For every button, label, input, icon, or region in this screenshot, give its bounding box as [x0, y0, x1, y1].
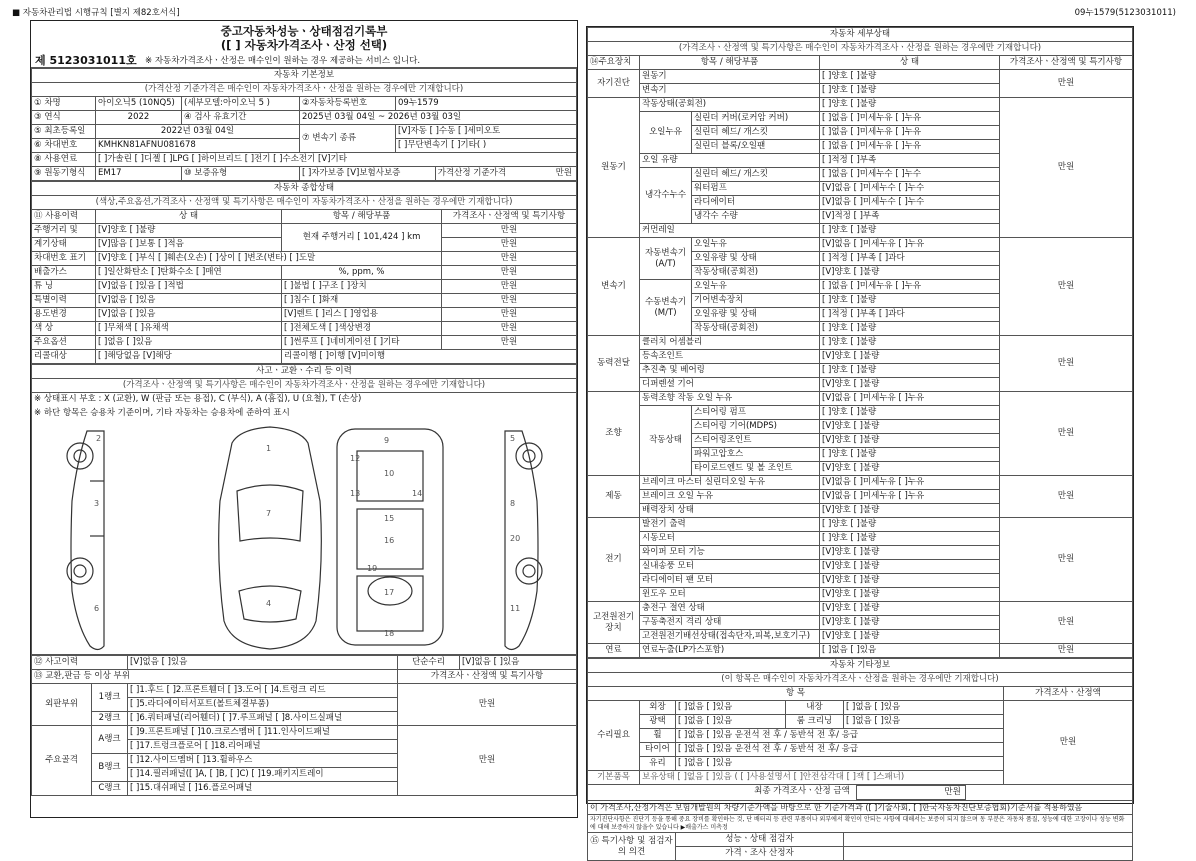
- detail-item: 시동모터: [640, 532, 820, 546]
- detail-item: 오일누유: [692, 280, 820, 294]
- detail-state: [V]양호 [ ]불량: [820, 616, 1000, 630]
- sub-group-label: 오일누유: [640, 112, 692, 154]
- detail-item: 추진축 및 베어링: [640, 364, 820, 378]
- part-number: 8: [510, 498, 516, 508]
- detail-table: 자동차 세부상태 (가격조사ㆍ산정액 및 특기사항은 매수인이 자동차가격조사ㆍ산정을 원하는 경우에만 기재합니다) ⑭주요장치 항목 / 해당부품 상 태 가격조사ㆍ산정액 및 특기사항 자기진단 원동기 [ ]양호 [ ]불량 만원 변속기 [ ]양호 [ ]불량 원동기 작동상태(공회전) [ ]양호 [ ]불량 만원 오일누유 실린더 커버(로커암 커버) [ ]없음 [ ]미세누유 [ ]누유 실린더 헤드/ 개스킷 [ ]없음 [ ]미세누유 [ ]누유 실린더 블록/오일팬 [ ]없음 [ ]미세누유 [ ]누유 오일 유량 [ ]적정 [ ]부족 냉각수누수 실린더 헤드/ 개스킷 [ ]없음 [ ]미세누수 [ ]누수 워터펌프 [V]없음 [ ]미세누수 [ ]누수 라디에이터 [V]없음 [ ]미세누수 [ ]누수 냉각수 수량 [V]적정 [ ]부족 커먼레일 [ ]양호 [ ]불량 변속기 자동변속기(A/T) 오일누유 [V]없음 [ ]미세누유 [ ]누유 만원 오일유량 및 상태 [ ]적정 [ ]부족 [ ]과다 작동상태(공회전) [V]양호 [ ]불량 수동변속기(M/T) 오일누유 [ ]없음 [ ]미세누유 [ ]누유 기어변속장치 [ ]양호 [ ]불량 오일유량 및 상태 [ ]적정 [ ]부족 [ ]과다 작동상태(공회전) [ ]양호 [ ]불량 동력전달 클러치 어셈블리 [ ]양호 [ ]불량 만원 등속조인트 [V]양호 [ ]불량 추진축 및 베어링 [ ]양호 [ ]불량 디퍼렌셜 기어 [V]양호 [ ]불량 조향 동력조향 작동 오일 누유 [V]없음 [ ]미세누유 [ ]누유 만원 작동상태 스티어링 펌프 [ ]양호 [ ]불량 스티어링 기어(MDPS) [V]양호 [ ]불량 스티어링조인트 [V]양호 [ ]불량 파워고압호스 [ ]양호 [ ]불량 타이로드엔드 및 볼 조인트 [V]양호 [ ]불량 제동 브레이크 마스터 실린더오일 누유 [V]없음 [ ]미세누유 [ ]누유 만원 브레이크 오일 누유 [V]없음 [ ]미세누유 [ ]누유 배력장치 상태 [V]양호 [ ]불량 전기 발전기 출력 [ ]양호 [ ]불량 만원 시동모터 [ ]양호 [ ]불량 와이퍼 모터 기능 [V]양호 [ ]불량 실내송풍 모터 [V]양호 [ ]불량 라디에이터 팬 모터 [V]양호 [ ]불량 윈도우 모터 [V]양호 [ ]불량 고전원전기장치 충전구 절연 상태 [V]양호 [ ]불량 만원 구동축전지 격리 상태 [V]양호 [ ]불량 고전원전기배선상태(접속단자,피복,보호기구) [V]양호 [ ]불량 연료 연료누출(LP가스포함) [ ]없음 [ ]있음 만원: [587, 27, 1133, 658]
- device-group-label: 동력전달: [588, 336, 640, 392]
- table-row: [588, 238, 1133, 252]
- outer-panel-label: 외판부위: [32, 683, 92, 725]
- detail-price: 만원: [1000, 70, 1133, 98]
- rank-a-items-2: [ ]17.트렁크플로어 [ ]18.리어패널: [128, 739, 398, 753]
- detail-state: [ ]양호 [ ]불량: [820, 448, 1000, 462]
- summary-head-history: ⑪ 사용이력: [32, 210, 96, 224]
- part-number: 2: [96, 433, 102, 443]
- base-price-label: 가격산정 기준가격: [435, 167, 536, 180]
- accident-history-table: ⑫ 사고이력 [V]없음 [ ]있음 단순수리 [V]없음 [ ]있음 ⑬ 교환,판금 등 이상 부위 가격조사ㆍ산정액 및 특기사항 외판부위 1랭크 [ ]1.후드 [ ]2.프론트휀더 [ ]3.도어 [ ]4.트렁크 리드 만원 [ ]5.라디에이터서포트(볼트체결부품) 2랭크 [ ]6.쿼터패널(리어휀더) [ ]7.루프패널 [ ]8.사이드실패널 주요골격 A랭크 [ ]9.프론트패널 [ ]10.크로스멤버 [ ]11.인사이드패널 만원 [ ]17.트렁크플로어 [ ]18.리어패널 B랭크 [ ]12.사이드멤버 [ ]13.휠하우스 [ ]14.필러패널([ ]A, [ ]B, [ ]C) [ ]19.패키지트레이 C랭크 [ ]15.대쉬패널 [ ]16.플로어패널: [31, 655, 577, 796]
- detail-state: [V]없음 [ ]미세누유 [ ]누유: [820, 238, 1000, 252]
- detail-item: 브레이크 마스터 실린더오일 누유: [640, 476, 820, 490]
- detail-price: 만원: [1000, 392, 1133, 476]
- basic-info-note: (가격산정 기준가격은 매수인이 자동차가격조사ㆍ산정을 원하는 경우에만 기재합니다): [32, 83, 577, 97]
- outer-price: 만원: [398, 683, 577, 725]
- detail-state: [V]양호 [ ]불량: [820, 420, 1000, 434]
- detail-state: [V]없음 [ ]미세누수 [ ]누수: [820, 196, 1000, 210]
- detail-price: 만원: [1000, 238, 1133, 336]
- first-reg-date: 2022년 03월 04일: [96, 125, 300, 139]
- table-row: 배출가스 [ ]일산화탄소 [ ]탄화수소 [ ]매연 %, ppm, % 만원: [32, 266, 577, 280]
- detail-state: [ ]양호 [ ]불량: [820, 322, 1000, 336]
- detail-item: 커먼레일: [640, 224, 820, 238]
- left-side-body: [71, 431, 104, 650]
- damage-price-head: 가격조사ㆍ산정액 및 특기사항: [398, 669, 577, 683]
- summary-note: (색상,주요옵션,가격조사ㆍ산정액 및 특기사항은 매수인이 자동차가격조사ㆍ산정을 원하는 경우에만 기재합니다): [32, 196, 577, 210]
- part-number: 14: [412, 488, 423, 498]
- engine-type-label: ⑨ 원동기형식: [32, 167, 96, 181]
- fuel-type: [ ]가솔린 [ ]디젤 [ ]LPG [ ]하이브리드 [ ]전기 [ ]수소전기 [V]기타: [96, 153, 577, 167]
- detail-item: 실린더 커버(로커암 커버): [692, 112, 820, 126]
- basic-info-table: [31, 68, 577, 181]
- detail-item: 작동상태(공회전): [692, 322, 820, 336]
- detail-state: [V]양호 [ ]불량: [820, 504, 1000, 518]
- detail-item: 실린더 블록/오일팬: [692, 140, 820, 154]
- part-number: 17: [384, 587, 395, 597]
- detail-title: 자동차 세부상태: [588, 28, 1133, 42]
- detail-state: [ ]양호 [ ]불량: [820, 406, 1000, 420]
- sub-group-label: 작동상태: [640, 406, 692, 476]
- transmission-type: [V]자동 [ ]수동 [ ]세미오토: [396, 125, 577, 139]
- part-number: 7: [266, 508, 272, 518]
- detail-item: 고전원전기배선상태(접속단자,피복,보호기구): [640, 630, 820, 644]
- table-row: 차대번호 표기 [V]양호 [ ]부식 [ ]훼손(오손) [ ]상이 [ ]변조(변타) [ ]도말 만원: [32, 252, 577, 266]
- detail-item: 라디에이터: [692, 196, 820, 210]
- other-title: 자동차 기타정보: [588, 659, 1133, 673]
- detail-state: [ ]양호 [ ]불량: [820, 294, 1000, 308]
- table-row: [588, 70, 1133, 84]
- fuel-label: ⑧ 사용연료: [32, 153, 96, 167]
- major-frame-label: 주요골격: [32, 725, 92, 795]
- sub-group-label: 수동변속기(M/T): [640, 280, 692, 336]
- detail-state: [ ]적정 [ ]부족 [ ]과다: [820, 252, 1000, 266]
- part-number: 6: [94, 603, 100, 613]
- part-number: 5: [510, 433, 516, 443]
- part-number: 13: [350, 488, 361, 498]
- part-number: 18: [384, 628, 395, 638]
- basic-info-title: 자동차 기본정보: [32, 69, 577, 83]
- part-number: 16: [384, 535, 395, 545]
- other-info-table: 자동차 기타정보 (이 항목은 매수인이 자동차가격조사ㆍ산정을 원하는 경우에만 기재합니다) 항 목 가격조사ㆍ산정액 수리필요 외장 [ ]없음 [ ]있음 내장 [ ]없음 [ ]있음 만원 광택 [ ]없음 [ ]있음 룸 크리닝 [ ]없음 [ ]있음 휠 [ ]없음 [ ]있음 운전석 전 후 / 동반석 전 후/ 응급 타이어 [ ]없음 [ ]있음 운전석 전 후 / 동반석 전 후/ 응급 유리 [ ]없음 [ ]있음 기본품목 보유상태 [ ]없음 [ ]있음 ( [ ]사용설명서 [ ]안전삼각대 [ ]잭 [ ]스패너) 최종 가격조사ㆍ산정 금액 만원 이 가격조사,산정가격은 보험개발원의 차량기준가액을 바탕으로 한 기준가격과 ([ ]기술사회, [ ]한국자동차진단보증협회)기준서를 적용하였음 자기진단사항은 진단기 등을 통해 중요 장비를 확인하는 것, 단 배터리 등 관련 부품이나 외부에서 확인이 안되는 사항에 대해서는 보증이 되지 않으며 동 부분은 자동차 품질, 성능에 대한 고장이나 성능 변화에 대해 보증하지 않을수 있습니다 ▶배출가스 미측정 ⑮ 특기사항 및 점검자의 의견 성능ㆍ상태 점검자 가격ㆍ조사 산정자: [587, 658, 1133, 861]
- document-number: 제 5123031011호: [35, 53, 137, 67]
- detail-state: [ ]양호 [ ]불량: [820, 98, 1000, 112]
- rank-a-items: [ ]9.프론트패널 [ ]10.크로스멤버 [ ]11.인사이드패널: [128, 725, 398, 739]
- device-group-label: 연료: [588, 644, 640, 658]
- detail-item: 스티어링 펌프: [692, 406, 820, 420]
- device-group-label: 변속기: [588, 238, 640, 336]
- detail-item: 타이로드엔드 및 볼 조인트: [692, 462, 820, 476]
- repair-price: 만원: [1004, 701, 1133, 785]
- detail-state: [V]없음 [ ]미세누유 [ ]누유: [820, 476, 1000, 490]
- summary-head-price: 가격조사ㆍ산정액 및 특기사항: [442, 210, 577, 224]
- engine-type: EM17: [96, 167, 182, 181]
- detail-state: [ ]없음 [ ]미세누유 [ ]누유: [820, 112, 1000, 126]
- detail-item: 실내송풍 모터: [640, 560, 820, 574]
- car-diagram-svg: [32, 421, 578, 655]
- year: 2022: [96, 111, 182, 125]
- car-name-label: ① 차명: [32, 97, 96, 111]
- table-row: 주요옵션 [ ]없음 [ ]있음 [ ]썬루프 [ ]네비게이션 [ ]기타 만원: [32, 336, 577, 350]
- year-label: ③ 연식: [32, 111, 96, 125]
- detail-item: 발전기 출력: [640, 518, 820, 532]
- rank-b-items: [ ]12.사이드멤버 [ ]13.휠하우스: [128, 753, 398, 767]
- inspector-value: [844, 833, 1133, 847]
- accident-value: [V]없음 [ ]있음: [128, 655, 398, 669]
- detail-item: 오일유량 및 상태: [692, 308, 820, 322]
- detail-item: 구동축전지 격리 상태: [640, 616, 820, 630]
- detail-state: [V]양호 [ ]불량: [820, 434, 1000, 448]
- part-number: 1: [266, 443, 272, 453]
- detail-state: [V]양호 [ ]불량: [820, 546, 1000, 560]
- table-row: 튜 닝 [V]없음 [ ]있음 [ ]적법 [ ]불법 [ ]구조 [ ]장치 만원: [32, 280, 577, 294]
- warranty-label: ⑩ 보증유형: [182, 167, 300, 181]
- detail-state: [ ]양호 [ ]불량: [820, 518, 1000, 532]
- detail-state: [ ]없음 [ ]미세누유 [ ]누유: [820, 126, 1000, 140]
- detail-state: [ ]양호 [ ]불량: [820, 532, 1000, 546]
- form-subtitle: ([ ] 자동차가격조사ㆍ산정 선택): [220, 38, 388, 52]
- part-number: 3: [94, 498, 100, 508]
- form-reference: ■ 자동차관리법 시행규칙 [별지 제82호서식]: [12, 8, 180, 18]
- detail-item: 윈도우 모터: [640, 588, 820, 602]
- detail-item: 동력조향 작동 오일 누유: [640, 392, 820, 406]
- transmission-label: ⑦ 변속기 종류: [300, 125, 396, 153]
- detail-item: 클러치 어셈블리: [640, 336, 820, 350]
- part-number: 11: [510, 603, 521, 613]
- detail-price: 만원: [1000, 336, 1133, 392]
- detail-state: [ ]양호 [ ]불량: [820, 336, 1000, 350]
- inspection-period: 2025년 03월 04일 ~ 2026년 03월 03일: [300, 111, 577, 125]
- table-row: [588, 392, 1133, 406]
- table-row: [588, 644, 1133, 658]
- detail-item: 연료누출(LP가스포함): [640, 644, 820, 658]
- part-number: 15: [384, 513, 395, 523]
- accident-legend-2: ※ 하단 항목은 승용차 기준이며, 기타 자동차는 승용차에 준하여 표시: [32, 407, 577, 421]
- first-reg-label: ⑤ 최초등록일: [32, 125, 96, 139]
- detail-item: 디퍼렌셜 기어: [640, 378, 820, 392]
- frame-price: 만원: [398, 725, 577, 795]
- detail-state: [ ]없음 [ ]미세누유 [ ]누유: [820, 280, 1000, 294]
- accident-legend: ※ 상태표시 부호 : X (교환), W (판금 또는 용접), C (부식), A (흠집), U (요철), T (손상): [32, 393, 577, 407]
- final-price-unit: 만원: [856, 785, 966, 800]
- table-row: 용도변경 [V]없음 [ ]있음 [V]렌트 [ ]리스 [ ]영업용 만원: [32, 308, 577, 322]
- sub-group-label: 냉각수누수: [640, 168, 692, 224]
- table-row: 주행거리 및 [V]양호 [ ]불량 현재 주행거리 [ 101,424 ] km 만원: [32, 224, 577, 238]
- device-group-label: 전기: [588, 518, 640, 602]
- table-row: 리콜대상 [ ]해당없음 [V]해당 리콜이행 [ ]이행 [V]미이행: [32, 350, 577, 364]
- detail-item: 작동상태(공회전): [640, 98, 820, 112]
- part-number: 4: [266, 598, 272, 608]
- detail-item: 기어변속장치: [692, 294, 820, 308]
- detail-state: [ ]양호 [ ]불량: [820, 364, 1000, 378]
- detail-state: [V]양호 [ ]불량: [820, 574, 1000, 588]
- detail-state: [V]양호 [ ]불량: [820, 588, 1000, 602]
- disclaimer: 자기진단사항은 진단기 등을 통해 중요 장비를 확인하는 것, 단 배터리 등 관련 부품이나 외부에서 확인이 안되는 사항에 대해서는 보증이 되지 않으며 동 부분은 자동차 품질, 성능에 대한 고장이나 성능 변화에 대해 보증하지 않을수 있습니다 ▶배출가스 미측정: [588, 815, 1133, 833]
- summary-table: [31, 181, 577, 364]
- detail-item: 오일누유: [692, 238, 820, 252]
- detail-item: 충전구 절연 상태: [640, 602, 820, 616]
- detail-item: 작동상태(공회전): [692, 266, 820, 280]
- detail-state: [V]없음 [ ]미세누수 [ ]누수: [820, 182, 1000, 196]
- table-row: [588, 336, 1133, 350]
- rank-1-items-2: [ ]5.라디에이터서포트(볼트체결부품): [128, 697, 398, 711]
- detail-state: [V]적정 [ ]부족: [820, 210, 1000, 224]
- detail-item: 파워고압호스: [692, 448, 820, 462]
- part-number: 9: [384, 435, 390, 445]
- detail-item: 오일 유량: [640, 154, 820, 168]
- device-group-label: 제동: [588, 476, 640, 518]
- detail-state: [V]양호 [ ]불량: [820, 560, 1000, 574]
- detail-price: 만원: [1000, 602, 1133, 644]
- vin: KMHKN81AFNU081678: [96, 139, 300, 153]
- detail-item: 원동기: [640, 70, 820, 84]
- detail-state: [ ]적정 [ ]부족 [ ]과다: [820, 308, 1000, 322]
- summary-title: 자동차 종합상태: [32, 182, 577, 196]
- reg-number-label: ②자동차등록번호: [300, 97, 396, 111]
- warranty-type: [ ]자가보증 [V]보험사보증: [302, 168, 401, 178]
- detail-item: 변속기: [640, 84, 820, 98]
- part-number: 20: [510, 533, 521, 543]
- table-row: [588, 476, 1133, 490]
- appraiser-value: [844, 847, 1133, 861]
- final-price-label: 최종 가격조사ㆍ산정 금액: [754, 786, 850, 796]
- rank-1-items: [ ]1.후드 [ ]2.프론트휀더 [ ]3.도어 [ ]4.트렁크 리드: [128, 683, 398, 697]
- table-row: [588, 602, 1133, 616]
- detail-item: 스티어링조인트: [692, 434, 820, 448]
- part-number: 19: [367, 563, 378, 573]
- detail-note: (가격조사ㆍ산정액 및 특기사항은 매수인이 자동차가격조사ㆍ산정을 원하는 경우에만 기재합니다): [588, 42, 1133, 56]
- detail-price: 만원: [1000, 98, 1133, 238]
- basic-items: 보유상태 [ ]없음 [ ]있음 ( [ ]사용설명서 [ ]안전삼각대 [ ]잭 [ ]스패너): [640, 771, 1004, 785]
- sub-group-label: 자동변속기(A/T): [640, 238, 692, 280]
- detail-state: [ ]양호 [ ]불량: [820, 70, 1000, 84]
- other-note: (이 항목은 매수인이 자동차가격조사ㆍ산정을 원하는 경우에만 기재합니다): [588, 673, 1133, 687]
- device-group-label: 조향: [588, 392, 640, 476]
- detail-state: [V]양호 [ ]불량: [820, 350, 1000, 364]
- detail-state: [V]양호 [ ]불량: [820, 462, 1000, 476]
- device-group-label: 자기진단: [588, 70, 640, 98]
- detail-state: [ ]양호 [ ]불량: [820, 224, 1000, 238]
- detail-item: 냉각수 수량: [692, 210, 820, 224]
- table-row: [588, 98, 1133, 112]
- detail-item: 오일유량 및 상태: [692, 252, 820, 266]
- vin-label: ⑥ 차대번호: [32, 139, 96, 153]
- car-detail-model: (세부모델:아이오닉 5 ): [182, 97, 300, 111]
- left-rear-hub: [74, 565, 86, 577]
- detail-item: 등속조인트: [640, 350, 820, 364]
- detail-item: 라디에이터 팬 모터: [640, 574, 820, 588]
- left-panel: [30, 20, 578, 818]
- detail-item: 실린더 헤드/ 개스킷: [692, 126, 820, 140]
- repair-needed-label: 수리필요: [588, 701, 640, 771]
- detail-state: [V]없음 [ ]미세누유 [ ]누유: [820, 392, 1000, 406]
- detail-price: 만원: [1000, 476, 1133, 518]
- car-diagram: [31, 421, 577, 655]
- right-panel: [586, 26, 1134, 858]
- detail-item: 실린더 헤드/ 개스킷: [692, 168, 820, 182]
- simple-repair-label: 단순수리: [398, 655, 460, 669]
- detail-item: 브레이크 오일 누유: [640, 490, 820, 504]
- table-row: 계기상태 [V]많음 [ ]보통 [ ]적음 만원: [32, 238, 577, 252]
- car-name: 아이오닉5 (10NQ5): [96, 97, 182, 111]
- table-row: [588, 518, 1133, 532]
- rank-c-items: [ ]15.대쉬패널 [ ]16.플로어패널: [128, 781, 398, 795]
- accident-title: 사고ㆍ교환ㆍ수리 등 이력: [32, 365, 577, 379]
- detail-item: 스티어링 기어(MDPS): [692, 420, 820, 434]
- detail-state: [ ]없음 [ ]있음: [820, 644, 1000, 658]
- simple-repair-value: [V]없음 [ ]있음: [460, 655, 577, 669]
- detail-state: [ ]없음 [ ]미세누유 [ ]누유: [820, 140, 1000, 154]
- reg-number: 09누1579: [396, 97, 577, 111]
- table-row: 특별이력 [V]없음 [ ]있음 [ ]침수 [ ]화재 만원: [32, 294, 577, 308]
- rank-b-items-2: [ ]14.필러패널([ ]A, [ ]B, [ ]C) [ ]19.패키지트레이: [128, 767, 398, 781]
- detail-state: [V]양호 [ ]불량: [820, 602, 1000, 616]
- table-row: 색 상 [ ]무채색 [ ]유채색 [ ]전체도색 [ ]색상변경 만원: [32, 322, 577, 336]
- service-note: ※ 자동차가격조사ㆍ산정은 매수인이 원하는 경우 제공하는 서비스 입니다.: [145, 55, 421, 66]
- summary-head-state: 상 태: [96, 210, 282, 224]
- accident-header: [31, 364, 577, 421]
- document-code: 09누1579(5123031011): [1074, 8, 1176, 18]
- appraiser-label: 가격ㆍ조사 산정자: [676, 847, 844, 861]
- detail-state: [ ]양호 [ ]불량: [820, 84, 1000, 98]
- detail-state: [ ]없음 [ ]미세누수 [ ]누수: [820, 168, 1000, 182]
- final-note: 이 가격조사,산정가격은 보험개발원의 차량기준가액을 바탕으로 한 기준가격과 ([ ]기술사회, [ ]한국자동차진단보증협회)기준서를 적용하였음: [588, 801, 1133, 815]
- detail-state: [ ]적정 [ ]부족: [820, 154, 1000, 168]
- base-price-unit: 만원: [555, 168, 572, 178]
- detail-price: 만원: [1000, 518, 1133, 602]
- inspector-label: 성능ㆍ상태 점검자: [676, 833, 844, 847]
- accident-label: ⑫ 사고이력: [32, 655, 128, 669]
- device-group-label: 고전원전기장치: [588, 602, 640, 644]
- transmission-type-2: [ ]무단변속기 [ ]기타( ): [396, 139, 577, 153]
- opinion-label: ⑮ 특기사항 및 점검자의 의견: [588, 833, 676, 861]
- detail-item: 워터펌프: [692, 182, 820, 196]
- form-title: 중고자동차성능ㆍ상태점검기록부: [220, 24, 388, 38]
- device-group-label: 원동기: [588, 98, 640, 238]
- part-number: 12: [350, 453, 361, 463]
- detail-item: 배력장치 상태: [640, 504, 820, 518]
- detail-state: [V]양호 [ ]불량: [820, 630, 1000, 644]
- damage-head: ⑬ 교환,판금 등 이상 부위: [32, 669, 398, 683]
- detail-item: 와이퍼 모터 기능: [640, 546, 820, 560]
- detail-state: [V]양호 [ ]불량: [820, 266, 1000, 280]
- detail-state: [V]없음 [ ]미세누유 [ ]누유: [820, 490, 1000, 504]
- detail-state: [V]양호 [ ]불량: [820, 378, 1000, 392]
- rank-2-items: [ ]6.쿼터패널(리어휀더) [ ]7.루프패널 [ ]8.사이드실패널: [128, 711, 398, 725]
- accident-note: (가격조사ㆍ산정액 및 특기사항은 매수인이 자동차가격조사ㆍ산정을 원하는 경우에만 기재합니다): [32, 379, 577, 393]
- detail-price: 만원: [1000, 644, 1133, 658]
- part-number: 10: [384, 468, 395, 478]
- summary-head-item: 항목 / 해당부품: [282, 210, 442, 224]
- inspection-label: ④ 검사 유효기간: [182, 111, 300, 125]
